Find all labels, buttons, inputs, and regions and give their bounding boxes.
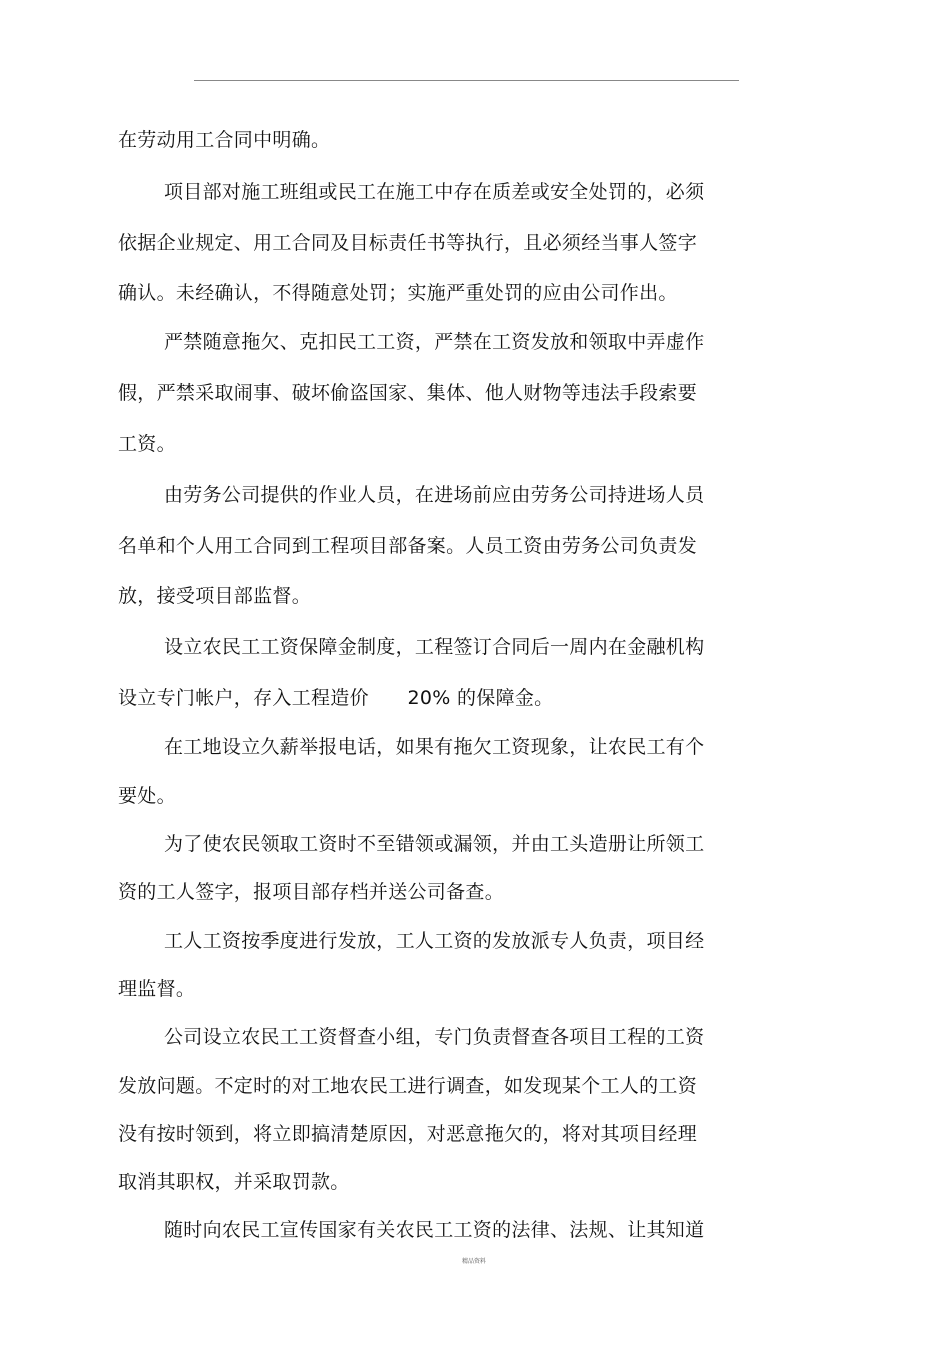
text-line: 确认。未经确认，不得随意处罚；实施严重处罚的应由公司作出。 <box>118 282 678 304</box>
text-line: 严禁随意拖欠、克扣民工工资，严禁在工资发放和领取中弄虚作 <box>164 331 705 353</box>
text-line: 名单和个人用工合同到工程项目部备案。人员工资由劳务公司负责发 <box>118 535 698 557</box>
text-line: 为了使农民领取工资时不至错领或漏领，并由工头造册让所领工 <box>164 833 705 855</box>
text-line: 工资。 <box>118 433 176 455</box>
text-line: 资的工人签字，报项目部存档并送公司备查。 <box>118 881 505 903</box>
text-line: 没有按时领到，将立即搞清楚原因，对恶意拖欠的，将对其项目经理 <box>118 1123 698 1145</box>
text-line: 理监督。 <box>118 978 196 1000</box>
text-line: 设立农民工工资保障金制度，工程签订合同后一周内在金融机构 <box>164 636 705 658</box>
text-line: 假，严禁采取闹事、破坏偷盗国家、集体、他人财物等违法手段索要 <box>118 382 698 404</box>
text-line: 由劳务公司提供的作业人员，在进场前应由劳务公司持进场人员 <box>164 484 705 506</box>
text-line: 随时向农民工宣传国家有关农民工工资的法律、法规、让其知道 <box>164 1219 705 1241</box>
text-line: 在工地设立久薪举报电话，如果有拖欠工资现象，让农民工有个 <box>164 736 705 758</box>
text-line: 发放问题。不定时的对工地农民工进行调查，如发现某个工人的工资 <box>118 1075 698 1097</box>
text-line: 取消其职权，并采取罚款。 <box>118 1171 350 1193</box>
text-line: 在劳动用工合同中明确。 <box>118 129 331 151</box>
header-rule <box>194 80 739 81</box>
text-line: 要处。 <box>118 785 176 807</box>
text-line: 工人工资按季度进行发放，工人工资的发放派专人负责，项目经 <box>164 930 705 952</box>
text-line: 项目部对施工班组或民工在施工中存在质差或安全处罚的，必须 <box>164 181 705 203</box>
text-line: 放，接受项目部监督。 <box>118 585 312 607</box>
footer-label: 精品资料 <box>462 1258 487 1265</box>
text-line: 公司设立农民工工资督查小组，专门负责督查各项目工程的工资 <box>164 1026 705 1048</box>
text-line: 依据企业规定、用工合同及目标责任书等执行，且必须经当事人签字 <box>118 232 698 254</box>
text-line: 设立专门帐户，存入工程造价 20% 的保障金。 <box>118 687 554 709</box>
